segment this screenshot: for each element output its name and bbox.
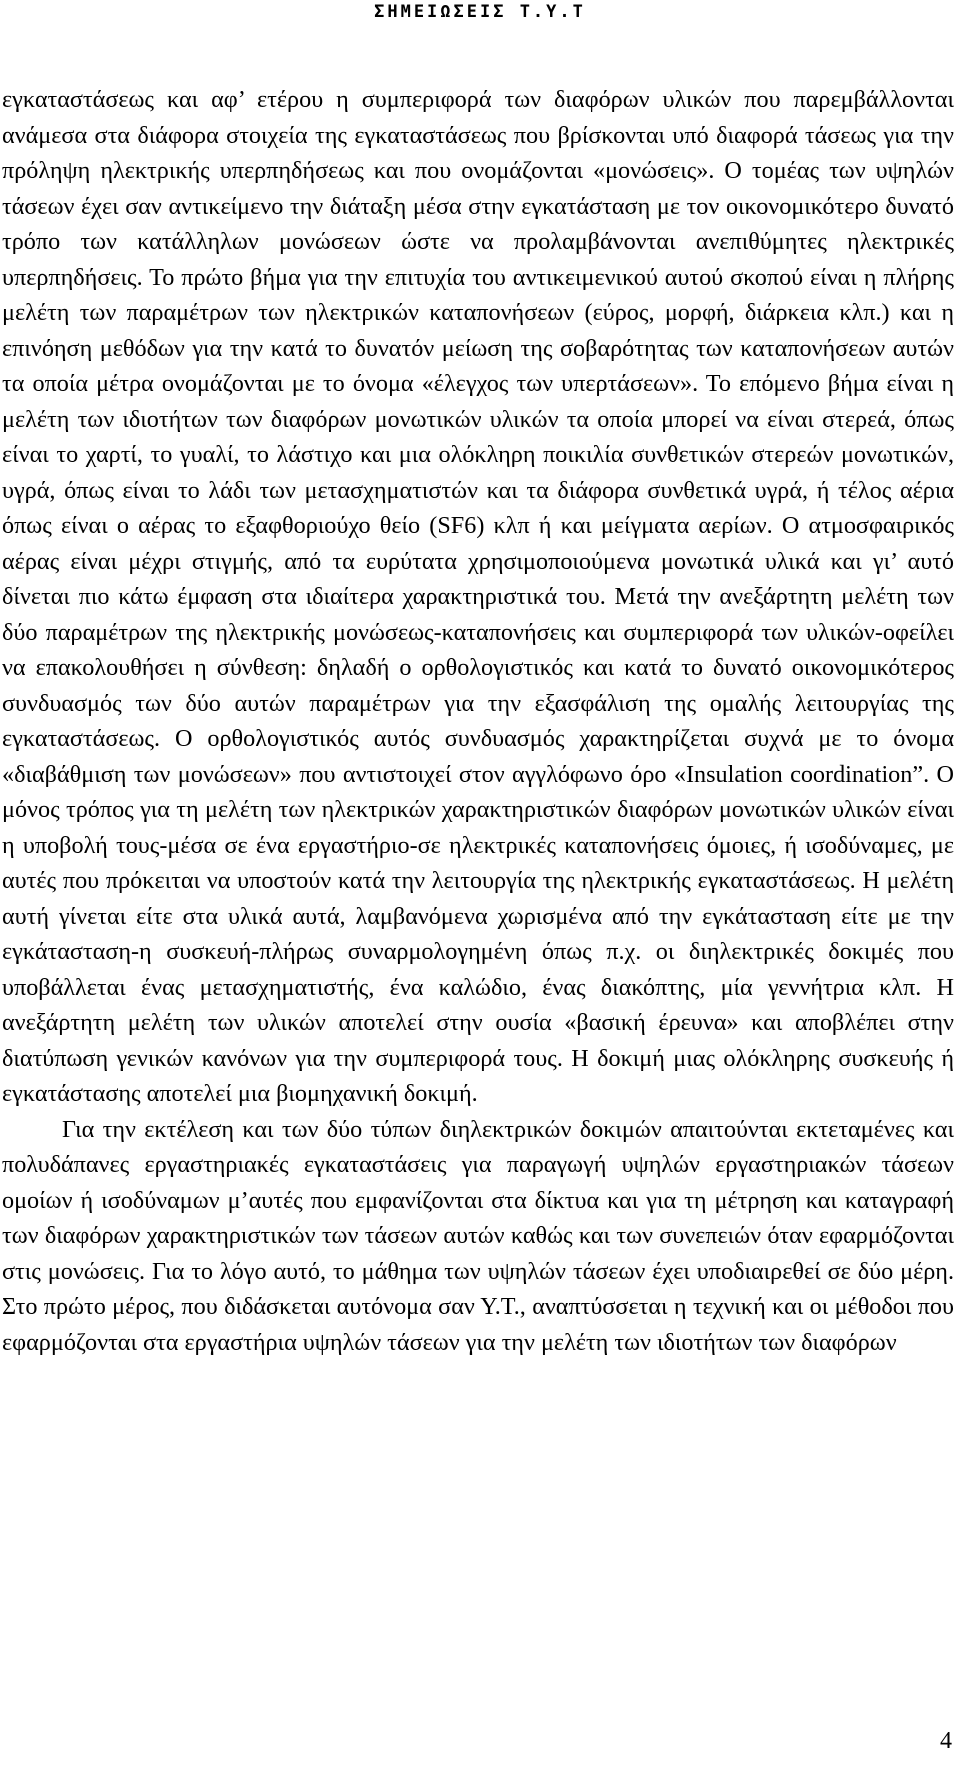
running-header: ΣΗΜΕΙΩΣΕΙΣ Τ.Υ.Τ [374, 2, 586, 22]
body-text [2, 82, 954, 1360]
page-number: 4 [940, 1728, 952, 1754]
paragraph-1: εγκαταστάσεως και αφ’ ετέρου η συμπεριφορά των διαφόρων υλικών που παρεμβάλλονται ανάμεσα στα διάφορα στοιχεία της εγκαταστάσεως που βρίσκονται υπό διαφορά τάσεως για την πρόληψη ηλεκτρικής υπερπηδήσεως και που ονομάζονται «μονώσεις». Ο τομέας των υψηλών τάσεων έχει σαν αντικείμενο την διάταξη μέσα στην εγκατάσταση με τον οικονομικότερο δυνατό τρόπο των κατάλληλων μονώσεων ώστε να προλαμβάνονται ανεπιθύμητες ηλεκτρικές υπερπηδήσεις. Το πρώτο βήμα για την επιτυχία του αντικειμενικού αυτού σκοπού είναι η πλήρης μελέτη των παραμέτρων των ηλεκτρικών καταπονήσεων (εύρος, μορφή, διάρκεια κλπ.) και η επινόηση μεθόδων για την κατά το δυνατόν μείωση της σοβαρότητας των καταπονήσεων αυτών τα οποία μέτρα ονομάζονται με το όνομα «έλεγχος των υπερτάσεων». Το επόμενο βήμα είναι η μελέτη των ιδιοτήτων των διαφόρων μονωτικών υλικών τα οποία μπορεί να είναι στερεά, όπως είναι το χαρτί, το γυαλί, το λάστιχο και μια ολόκληρη ποικιλία συνθετικών στερεών μονωτικών, υγρά, όπως είναι το λάδι των μετασχηματιστών και τα διάφορα συνθετικά υγρά, ή τέλος αέρια όπως είναι ο αέρας το εξαφθοριούχο θείο (SF6) κλπ ή και μείγματα αερίων. Ο ατμοσφαιρικός αέρας είναι μέχρι στιγμής, από τα ευρύτατα χρησιμοποιούμενα μονωτικά υλικά και γι’ αυτό δίνεται πιο κάτω έμφαση στα ιδιαίτερα χαρακτηριστικά του. Μετά την ανεξάρτητη μελέτη των δύο παραμέτρων της ηλεκτρικής μονώσεως-καταπονήσεις και συμπεριφορά των υλικών-οφείλει να επακολουθήσει η σύνθεση: δηλαδή ο ορθολογιστικός και κατά το δυνατό οικονομικότερος συνδυασμός των δύο αυτών παραμέτρων για την εξασφάλιση της ομαλής λειτουργίας της εγκαταστάσεως. Ο ορθολογιστικός αυτός συνδυασμός χαρακτηρίζεται συχνά με το όνομα «διαβάθμιση των μονώσεων» που αντιστοιχεί στον αγγλόφωνο όρο «Insulation coordination”. Ο μόνος τρόπος για τη μελέτη των ηλεκτρικών χαρακτηριστικών διαφόρων μονωτικών υλικών είναι η υποβολή τους-μέσα σε ένα εργαστήριο-σε ηλεκτρικές καταπονήσεις όμοιες, ή ισοδύναμες, με αυτές που πρόκειται να υποστούν κατά την λειτουργία της ηλεκτρικής εγκαταστάσεως. Η μελέτη αυτή γίνεται είτε στα υλικά αυτά, λαμβανόμενα χωρισμένα από την εγκάτασταση είτε με την εγκάτασταση-η συσκευή-πλήρως συναρμολογημένη όπως π.χ. οι διηλεκτρικές δοκιμές που υποβάλλεται ένας μετασχηματιστής, ένα καλώδιο, ένας διακόπτης, μία γεννήτρια κλπ. Η ανεξάρτητη μελέτη των υλικών αποτελεί στην ουσία «βασική έρευνα» και αποβλέπει στην διατύπωση γενικών κανόνων για την συμπεριφορά τους. Η δοκιμή μιας ολόκληρης συσκευής ή εγκατάστασης αποτελεί μια βιομηχανική δοκιμή. [2, 86, 954, 1107]
paragraph-2: Για την εκτέλεση και των δύο τύπων διηλεκτρικών δοκιμών απαιτούνται εκτεταμένες και πολυδάπανες εργαστηριακές εγκαταστάσεις για παραγωγή υψηλών εργαστηριακών τάσεων ομοίων ή ισοδύναμων μ’αυτές που εμφανίζονται στα δίκτυα και για τη μέτρηση και καταγραφή των διαφόρων χαρακτηριστικών των τάσεων αυτών καθώς και των συνεπειών όταν εφαρμόζονται στις μονώσεις. Για το λόγο αυτό, το μάθημα των υψηλών τάσεων έχει υποδιαιρεθεί σε δύο μέρη. Στο πρώτο μέρος, που διδάσκεται αυτόνομα σαν Υ.Τ., αναπτύσσεται η τεχνική και οι μέθοδοι που εφαρμόζονται στα εργαστήρια υψηλών τάσεων για την μελέτη των ιδιοτήτων των διαφόρων [2, 1115, 954, 1356]
